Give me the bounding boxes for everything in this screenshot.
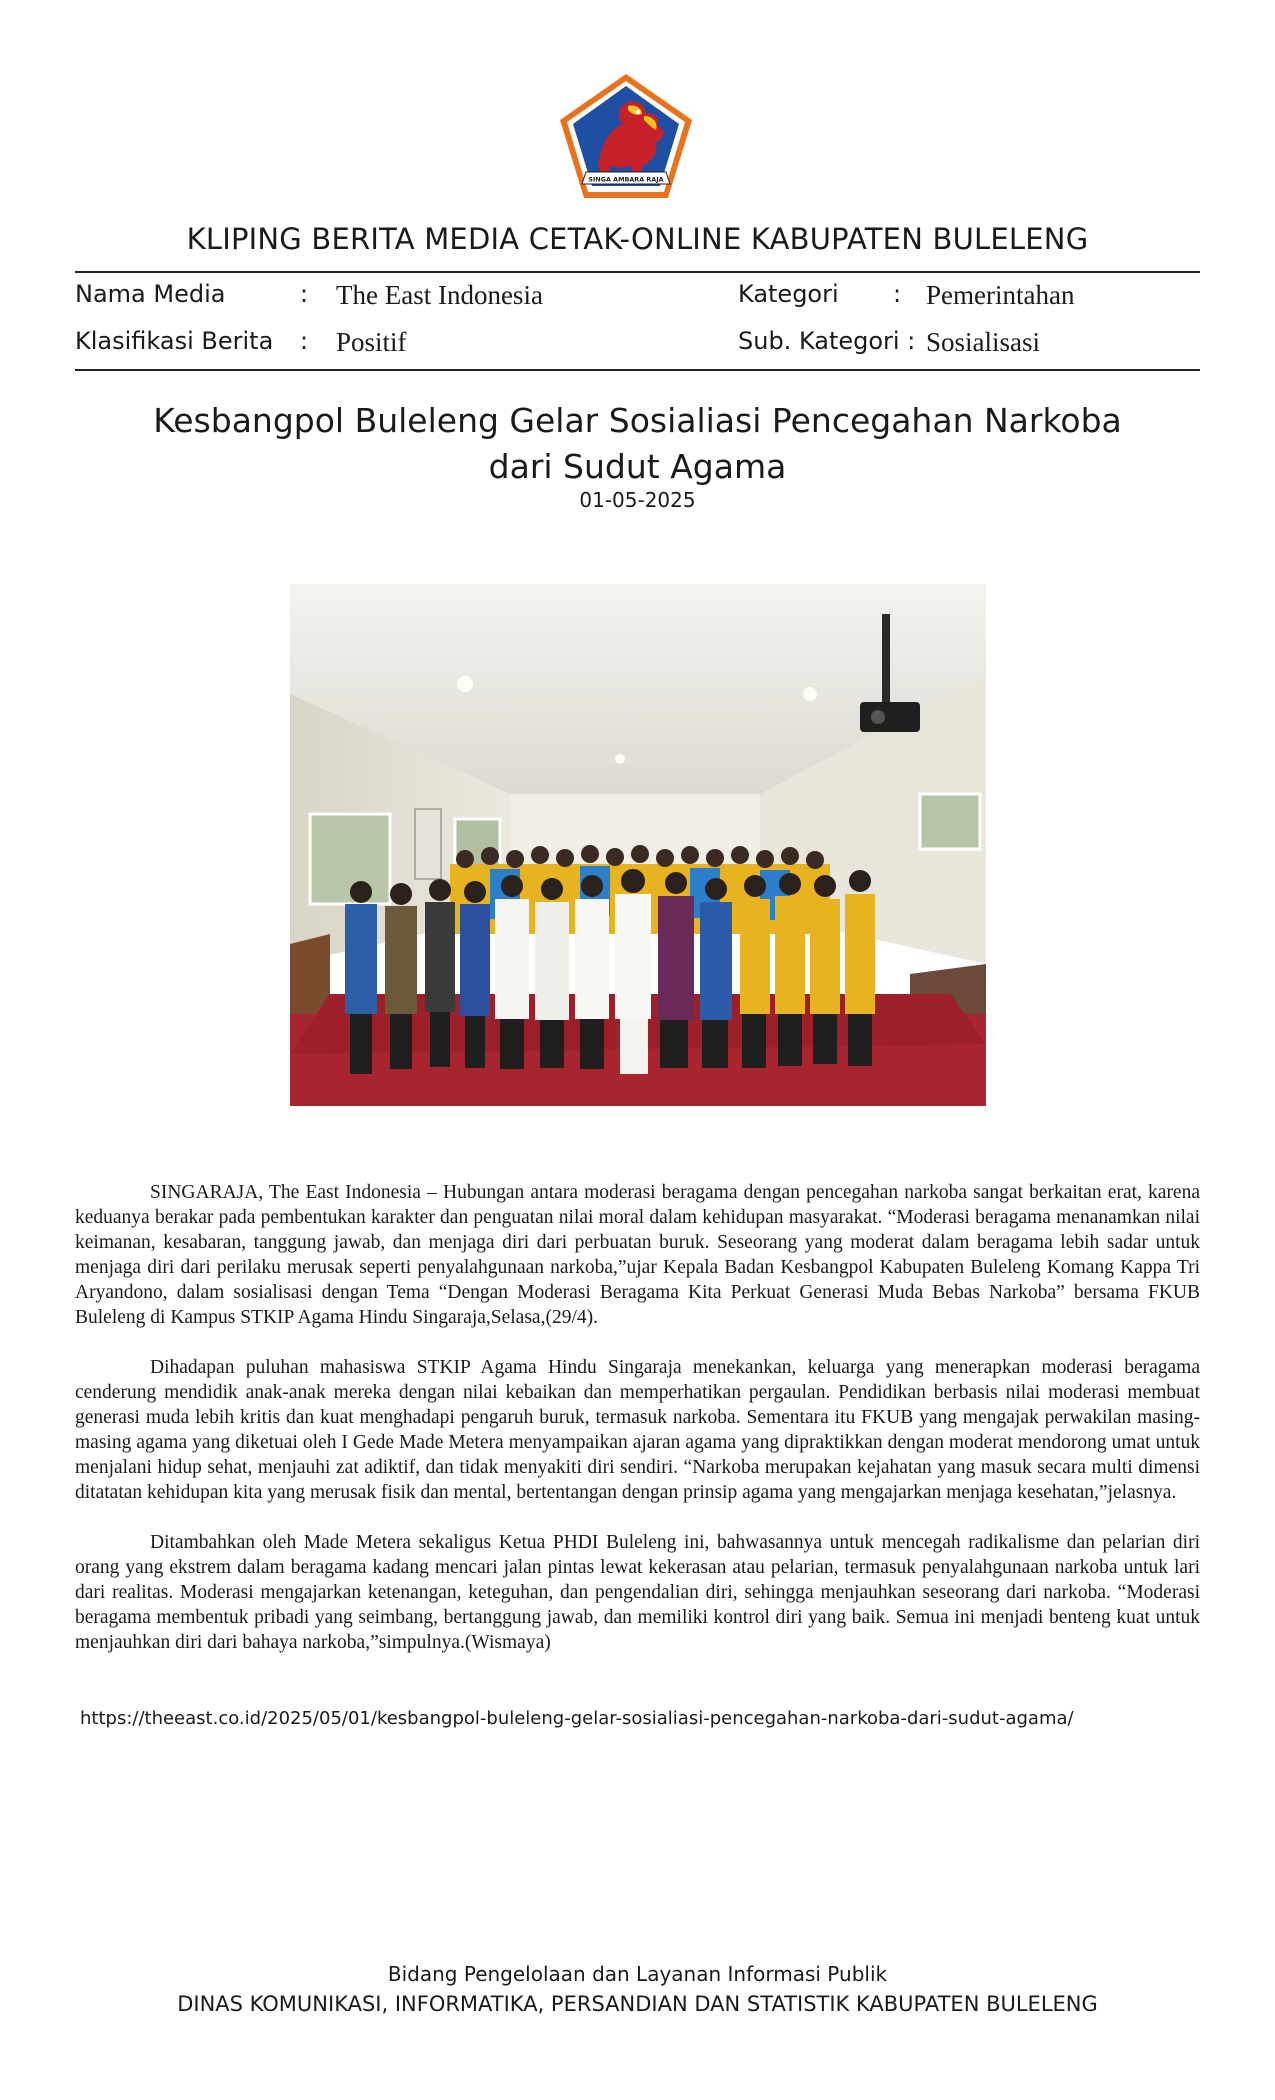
media-name-colon: : (300, 280, 309, 308)
category-value: Pemerintahan (926, 280, 1075, 310)
footer-division: Bidang Pengelolaan dan Layanan Informasi Publik (387, 1962, 888, 1986)
header-top-rule (75, 271, 1200, 273)
article-photo (290, 584, 986, 1106)
classification-value: Positif (336, 327, 407, 357)
subcategory-label: Sub. Kategori : (738, 327, 916, 355)
classification-label: Klasifikasi Berita (75, 327, 274, 355)
article-date: 01-05-2025 (579, 488, 696, 512)
media-name-value: The East Indonesia (336, 280, 543, 310)
source-url[interactable]: https://theeast.co.id/2025/05/01/kesbangpol-buleleng-gelar-sosialiasi-pencegahan-narkoba-dari-sudut-agama/ (80, 1708, 1074, 1729)
buleleng-regency-logo (558, 72, 694, 200)
footer-agency: DINAS KOMUNIKASI, INFORMATIKA, PERSANDIAN DAN STATISTIK KABUPATEN BULELENG (177, 1992, 1098, 2016)
category-label: Kategori (738, 280, 839, 308)
logo-motto: SINGA AMBARA RAJA (588, 175, 664, 184)
article-title-line2: dari Sudut Agama (488, 447, 787, 486)
article-title (100, 398, 1175, 490)
article-body (75, 1180, 1200, 1680)
category-colon: : (893, 280, 902, 308)
classification-colon: : (300, 327, 309, 355)
article-title-line1: Kesbangpol Buleleng Gelar Sosialiasi Pencegahan Narkoba (153, 401, 1122, 440)
clipping-header-title: KLIPING BERITA MEDIA CETAK-ONLINE KABUPATEN BULELENG (186, 222, 1089, 256)
media-name-label: Nama Media (75, 280, 226, 308)
article-paragraph-1: SINGARAJA, The East Indonesia – Hubungan antara moderasi beragama dengan pencegahan narkoba sangat berkaitan erat, karena keduanya berakar pada pembentukan karakter dan penguatan nilai moral dalam kehidupan masyarakat. “Moderasi beragama menanamkan nilai keimanan, kesabaran, tanggung jawab, dan menjaga diri dari perbuatan buruk. Seseorang yang moderat dalam beragama lebih sadar untuk menjaga diri dari perilaku merusak seperti penyalahgunaan narkoba,”ujar Kepala Badan Kesbangpol Kabupaten Buleleng Komang Kappa Tri Aryandono, dalam sosialisasi dengan Tema “Dengan Moderasi Beragama Kita Perkuat Generasi Muda Bebas Narkoba” bersama FKUB Buleleng di Kampus STKIP Agama Hindu Singaraja,Selasa,(29/4). (75, 1182, 1200, 1328)
subcategory-value: Sosialisasi (926, 327, 1041, 357)
article-paragraph-2: Dihadapan puluhan mahasiswa STKIP Agama Hindu Singaraja menekankan, keluarga yang menerapkan moderasi beragama cenderung mendidik anak-anak mereka dengan nilai kebaikan dan memperhatikan pergaulan. Pendidikan berbasis nilai moderasi membuat generasi muda lebih kritis dan kuat menghadapi pengaruh buruk, termasuk narkoba. Sementara itu FKUB yang mengajak perwakilan masing-masing agama yang diketuai oleh I Gede Made Metera menyampaikan ajaran agama yang dipraktikkan dengan moderat mendorong umat untuk menjalani hidup sehat, menjauhi zat adiktif, dan tidak menyakiti diri sendiri. “Narkoba merupakan kejahatan yang masuk secara multi dimensi ditatatan kehidupan kita yang merusak fisik dan mental, bertentangan dengan prinsip agama yang mengajarkan menjaga kesehatan,”jelasnya. (75, 1357, 1200, 1503)
article-paragraph-3: Ditambahkan oleh Made Metera sekaligus Ketua PHDI Buleleng ini, bahwasannya untuk mencegah radikalisme dan pelarian diri orang yang ekstrem dalam beragama kadang mencari jalan pintas lewat kekerasan atau pelarian, termasuk penyalahgunaan narkoba untuk lari dari realitas. Moderasi mengajarkan ketenangan, keteguhan, dan pengendalian diri, sehingga menjauhkan seseorang dari narkoba. “Moderasi beragama membentuk pribadi yang seimbang, bertanggung jawab, dan memiliki kontrol diri yang baik. Semua ini menjadi benteng kuat untuk menjauhkan diri dari bahaya narkoba,”simpulnya.(Wismaya) (75, 1532, 1200, 1653)
header-bottom-rule (75, 369, 1200, 371)
